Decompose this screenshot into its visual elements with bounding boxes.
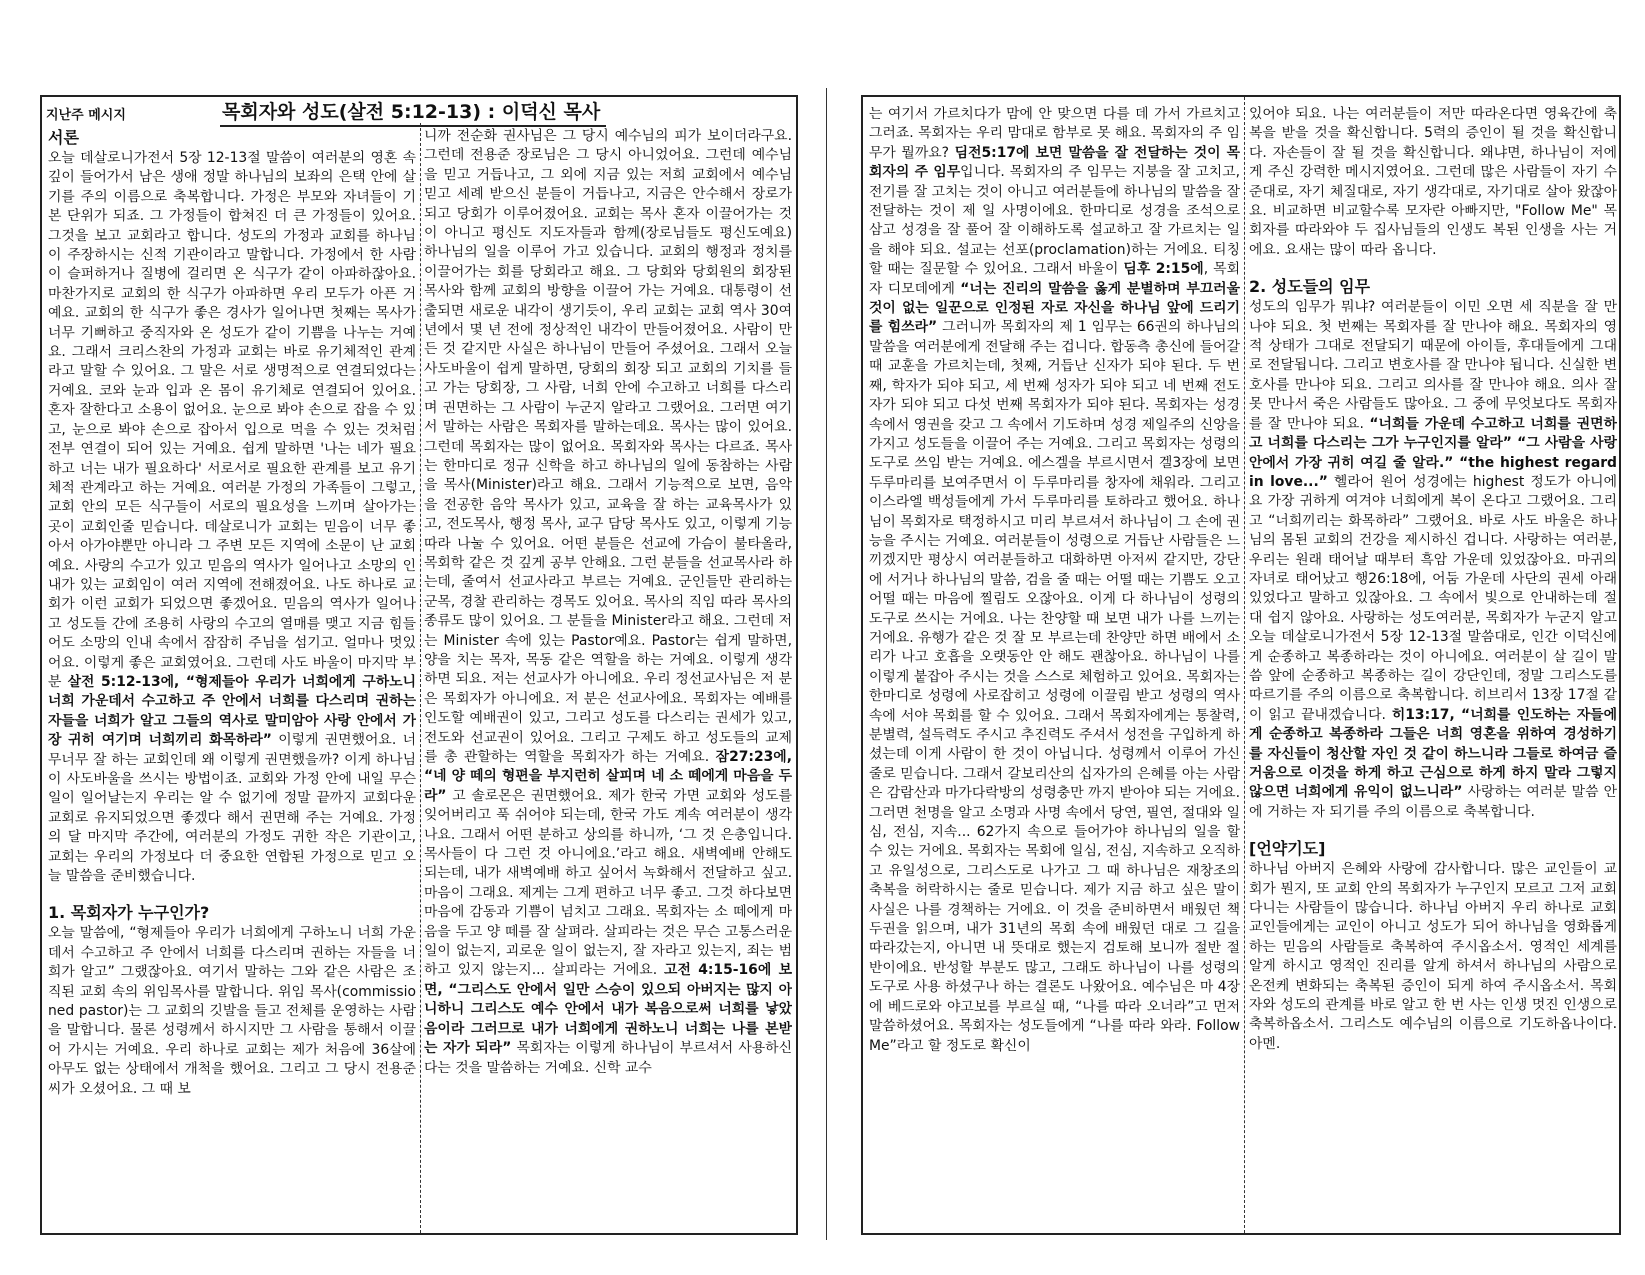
scripture-quote: 살전 5:12-13에, “형제들아 우리가 너희에게 구하노니 너희 가운데서 수고하고 주 안에서 너희를 다스리며 권하는 자들을 너희가 알고 그들의 역사로 말미암아 사랑 안에서 가장 귀히 여기며 너희끼리 화목하라” <box>48 673 416 749</box>
bulletin-page-left <box>40 95 798 1235</box>
section-1-paragraph: 오늘 말씀에, “형제들아 우리가 너희에게 구하노니 너희 가운데서 수고하고 주 안에서 너희를 다스리며 권하는 자들을 너희가 알고” 그랬잖아요. 여기서 말하는 그와 같은 사람은 조직된 교회 속의 위임목사를 말합니다. 위임 목사(commissioned pastor)는 그 교회의 깃발을 들고 전체를 운영하는 사람을 말합니다. 물론 성령께서 하시지만 그 사람을 통해서 이끌어 가시는 거예요. 우리 하나로 교회는 제가 처음에 36살에 아무도 없는 상태에서 개척을 했어요. 그리고 그 당시 전용준씨가 오셨어요. 그 때 보 <box>48 925 416 1097</box>
section-label: 지난주 메시지 <box>46 108 126 123</box>
page-header <box>42 97 796 127</box>
column-separator <box>420 123 421 1233</box>
scripture-quote: “너는 진리의 말씀을 옳게 분별하며 부끄러울 것이 없는 일꾼으로 인정된 자로 자신을 하나님 앞에 드리기를 힘쓰라” <box>869 280 1240 336</box>
section-2-paragraph: 성도의 임무가 뭐냐? 여러분들이 이민 오면 세 직분을 잘 만나야 되요. 첫 번째는 목회자를 잘 만나야 해요. 목회자의 영적 상태가 그대로 전달되기 때문에 아이들, 후대들에게 그대로 전달됩니다. 그리고 변호사를 잘 만나야 됩니다. 신실한 변호사를 만나야 되요. 그리고 의사를 잘 만나야 해요. 의사 잘 못 만나서 죽은 사람들도 많아요. 그 중에 무엇보다도 목회자를 잘 만나야 되요. “너희들 가운데 수고하고 너희를 권면하고 너희를 다스리는 그가 누구인지를 알라” “그 사람을 사랑 안에서 가장 귀히 여길 줄 알라.” “the highest regard in love...” 헬라어 원어 성경에는 highest 정도가 아니에요 가장 귀하게 여겨야 너희에게 복이 온다고 그랬어요. 그리고 “너희끼리는 화목하라” 그랬어요. 바로 사도 바울은 하나님의 몸된 교회의 건강을 제시하신 겁니다. 사랑하는 여러분, 우리는 원래 태어날 때부터 흑암 가운데 있었잖아요. 마귀의 자녀로 태어났고 행26:18에, 어둠 가운데 사단의 권세 아래 있었다고 말하고 있잖아요. 그 속에서 빛으로 안내하는데 절대 쉽지 않아요. 사랑하는 성도여러분, 목회자가 누군지 알고 오늘 데살로니가전서 5장 12-13절 말씀대로, 인간 이덕신에게 순종하고 복종하라는 것이 아니에요. 여러분이 살 길이 말씀 앞에 순종하고 복종하는 길이 강단인데, 정말 그리스도를 따르기를 주의 이름으로 축복합니다. 히브리서 13장 17절 같이 읽고 끝내겠습니다. 히13:17, “너희를 인도하는 자들에게 순종하고 복종하라 그들은 너희 영혼을 위하여 경성하기를 자신들이 청산할 자인 것 같이 하느니라 그들로 하여금 즐거움으로 이것을 하게 하고 근심으로 하게 하지 말라 그렇지 않으면 너희에게 유익이 없느니라” 사랑하는 여러분 말씀 안에 거하는 자 되기를 주의 이름으로 축복합니다. <box>1249 299 1617 820</box>
bulletin-page-right <box>861 95 1621 1235</box>
sermon-title: 목회자와 성도(살전 5:12-13) : 이덕신 목사 <box>220 97 606 127</box>
scripture-quote: 잠27:23에, “네 양 떼의 형편을 부지런히 살피며 네 소 떼에게 마음을 두라” <box>424 749 792 804</box>
prayer-heading: [언약기도] <box>1249 839 1326 859</box>
column-separator <box>1244 97 1245 1233</box>
scripture-quote: “너희들 가운데 수고하고 너희를 권면하고 너희를 다스리는 그가 누구인지를 알라” “그 사람을 사랑 안에서 가장 귀히 여길 줄 알라.” “the highest regard in love...” <box>1249 415 1617 490</box>
intro-paragraph: 오늘 데살로니가전서 5장 12-13절 말씀이 여러분의 영혼 속 깊이 들어가서 남은 생애 정말 하나님의 보좌의 은택 안에 살기를 주의 이름으로 축복합니다. 가정은 부모와 자녀들이 기본 단위가 되죠. 그 가정들이 합쳐진 더 큰 가정들이 있어요. 그것을 보고 교회라고 합니다. 성도의 가정과 교회를 하나님이 주장하시는 신적 기관이라고 말합니다. 가정에서 한 사람이 슬퍼하거나 질병에 걸리면 온 식구가 같이 아파하잖아요. 마찬가지로 교회의 한 식구가 아파하면 우리 모두가 아픈 거예요. 교회의 한 식구가 좋은 경사가 일어나면 첫째는 목사가 너무 기뻐하고 중직자와 온 성도가 같이 기쁨을 나누는 거예요. 그래서 크리스찬의 가정과 교회는 바로 유기체적인 관계라고 말할 수 있어요. 그 말은 서로 생명적으로 연결되었다는 거예요. 코와 눈과 입과 온 몸이 유기체로 연결되어 있어요. 혼자 잘한다고 소용이 없어요. 눈으로 봐야 손으로 잡을 수 있고, 눈으로 봐야 손으로 잡아서 입으로 먹을 수 있는 것처럼 전부 연결이 되어 있는 거예요. 쉽게 말하면 '나는 네가 필요하고 너는 내가 필요하다' 서로서로 필요한 관계를 보고 유기체적 관계라고 하는 거예요. 여러분 가정의 가족들이 그렇고, 교회 안의 모든 식구들이 서로의 필요성을 느끼며 살아가는 곳이 교회인줄 믿습니다. 데살로니가 교회는 믿음이 너무 좋아서 아가야뿐만 아니라 그 주변 모든 지역에 소문이 난 교회예요. 사랑의 수고가 있고 믿음의 역사가 일어나고 소망의 인내가 있는 교회임이 여러 지역에 전해졌어요. 나도 하나로 교회가 이런 교회가 되었으면 좋겠어요. 믿음의 역사가 일어나고 성도들 간에 조용히 사랑의 수고의 열매를 맺고 지금 힘들어도 소망의 인내 속에서 잠잠히 주님을 섬기고. 얼마나 멋있어요. 이렇게 좋은 교회였어요. 그런데 사도 바울이 마지막 부분 살전 5:12-13에, “형제들아 우리가 너희에게 구하노니 너희 가운데서 수고하고 주 안에서 너희를 다스리며 권하는 자들을 너희가 알고 그들의 역사로 말미암아 사랑 안에서 가장 귀히 여기며 너희끼리 화목하라” 이렇게 권면했어요. 너무너무 잘 하는 교회인데 왜 이렇게 권면했을까? 이게 하나님이 사도바울을 쓰시는 방법이죠. 교회와 가정 안에 내일 무슨 일이 일어날는지 우리는 알 수 없기에 정말 끝까지 교회다운 교회로 유지되었으면 좋겠다 해서 권면해 주는 거예요. 가정의 달 마지막 주간에, 여러분의 가정도 귀한 작은 기관이고, 교회는 우리의 가정보다 더 중요한 연합된 가정으로 믿고 오늘 말씀을 준비했습니다. <box>48 150 416 885</box>
page-divider <box>826 88 827 1240</box>
prayer-paragraph: 하나님 아버지 은혜와 사랑에 감사합니다. 많은 교인들이 교회가 뭔지, 또 교회 안의 목회자가 누구인지 모르고 그저 교회 다니는 사람들이 많습니다. 하나님 아버지 우리 하나로 교회 교인들에게는 교인이 아니고 성도가 되어 하나님을 영화롭게 하는 믿음의 사람들로 축복하여 주시옵소서. 영적인 세계를 알게 하시고 영적인 진리를 알게 하셔서 하나님의 사람으로 온전케 변화되는 축복된 증인이 되게 하여 주시옵소서. 목회자와 성도의 관계를 바로 알고 한 번 사는 인생 멋진 인생으로 축복하옵소서. 그리스도 예수님의 이름으로 기도하옵나이다. 아멘. <box>1249 861 1617 1052</box>
scripture-quote: 고전 4:15-16에 보면, “그리스도 안에서 일만 스승이 있으되 아버지는 많지 아니하니 그리스도 예수 안에서 내가 복음으로써 너희를 낳았음이라 그러므로 내가 너희에게 권하노니 너희는 나를 본받는 자가 되라” <box>424 962 792 1057</box>
right-column-2 <box>1249 105 1617 1229</box>
section-1-ending: 있어야 되요. 나는 여러분들이 저만 따라온다면 영육간에 축복을 받을 것을 확신합니다. 5력의 증인이 될 것을 확신합니다. 자손들이 잘 될 것을 확신합니다. 왜냐면, 하나님이 저에게 주신 강력한 메시지였어요. 그런데 많은 사람들이 자기 수준대로, 자기 체질대로, 자기 생각대로, 자기대로 살아 왔잖아요. 비교하면 비교할수록 모자란 아빠지만, "Follow Me" 목회자를 따라와야 두 집사님들의 인생도 복된 인생을 사는 거에요. 요새는 많이 따라 옵니다. <box>1249 106 1617 258</box>
section-1-heading: 1. 목회자가 누구인가? <box>48 903 210 923</box>
intro-heading: 서론 <box>48 128 79 147</box>
scripture-quote: 히13:17, “너희를 인도하는 자들에게 순종하고 복종하라 그들은 너희 영혼을 위하여 경성하기를 자신들이 청산할 자인 것 같이 하느니라 그들로 하여금 즐거움으로 이것을 하게 하고 근심으로 하게 하지 말라 그렇지 않으면 너희에게 유익이 없느니라” <box>1249 706 1617 801</box>
scripture-quote: 딤전5:17에 보면 말씀을 잘 전달하는 것이 목회자의 주 임무 <box>869 144 1240 181</box>
section-1-continued: 니까 전순화 권사님은 그 당시 예수님의 피가 보이더라구요. 그런데 전용준 장로님은 그 당시 아니었어요. 그런데 예수님을 믿고 거듭나고, 그 외에 지금 있는 저희 교회에서 예수님 믿고 세례 받으신 분들이 거듭나고, 지금은 안수해서 장로가 되고 당회가 이루어졌어요. 교회는 목사 혼자 이끌어가는 것이 아니고 평신도 지도자들과 함께(장로님들도 평신도예요) 하나님의 일을 이루어 가고 있습니다. 교회의 행정과 정치를 이끌어가는 회를 당회라고 해요. 그 당회와 당회원의 회장된 목사와 함께 교회의 방향을 이끌어 가는 거예요. 대통령이 선출되면 새로운 내각이 생기듯이, 우리 교회는 교회 역사 30여년에서 몇 년 전에 정상적인 내각이 만들어졌어요. 사람이 만든 것 같지만 사실은 하나님이 만들어 주셨어요. 그래서 오늘 사도바울이 쉽게 말하면, 당회의 회장 되고 교회의 기치를 들고 가는 당회장, 그 사람, 너희 안에 수고하고 너희를 다스리며 권면하는 그 사람이 누군지 알라고 그랬어요. 그러면 여기서 말하는 사람은 목회자를 말하는데요. 목사는 많이 있어요. 그런데 목회자는 많이 없어요. 목회자와 목사는 다르죠. 목사는 한마디로 정규 신학을 하고 하나님의 일에 동참하는 사람을 목사(Minister)라고 해요. 그래서 기능적으로 보면, 음악을 전공한 음악 목사가 있고, 교육을 잘 하는 교육목사가 있고, 전도목사, 행정 목사, 교구 담당 목사도 있고, 이렇게 기능 따라 나눌 수 있어요. 어떤 분들은 선교에 가슴이 불타올라, 목회학 같은 것 깊게 공부 안해요. 그런 분들을 선교목사라 하는데, 줄여서 선교사라고 부르는 거예요. 군인들만 관리하는 군목, 경찰 관리하는 경목도 있어요. 목사의 직임 따라 목사의 종류도 많이 있어요. 그 분들을 Minister라고 해요. 그런데 저는 Minister 속에 있는 Pastor예요. Pastor는 쉽게 말하면, 양을 치는 목자, 목동 같은 역할을 하는 거예요. 이렇게 생각하면 되요. 저는 선교사가 아니에요. 우리 정선교사님은 저 분은 목회자가 아니에요. 저 분은 선교사에요. 목회자는 예배를 인도할 예배권이 있고, 그리고 성도를 다스리는 권세가 있고, 전도와 선교권이 있어요. 그리고 구제도 하고 성도들의 교제를 총 관할하는 역할을 목회자가 하는 거예요. 잠27:23에, “네 양 떼의 형편을 부지런히 살피며 네 소 떼에게 마음을 두라” 고 솔로몬은 권면했어요. 제가 한국 가면 교회와 성도를 잊어버리고 푹 쉬어야 되는데, 한국 가도 계속 여러분이 생각나요. 그래서 어떤 분하고 상의를 하니까, ‘그 것 은총입니다. 목사들이 다 그런 것 아니에요.’라고 해요. 새벽예배 안해도 되는데, 내가 새벽예배 하고 싶어서 녹화해서 전달하고 싶고. 마음이 그래요. 제게는 그게 편하고 너무 좋고. 그것 하다보면 마음에 감동과 기쁨이 넘치고 그래요. 목회자는 소 떼에게 마음을 두고 양 떼를 잘 살펴라. 살피라는 것은 무슨 고통스러운 일이 없는지, 괴로운 일이 없는지, 잘 자라고 있는지, 죄는 범하고 있지 않는지... 살피라는 거에요. 고전 4:15-16에 보면, “그리스도 안에서 일만 스승이 있으되 아버지는 많지 아니하니 그리스도 예수 안에서 내가 복음으로써 너희를 낳았음이라 그러므로 내가 너희에게 권하노니 너희는 나를 본받는 자가 되라” 목회자는 이렇게 하나님이 부르셔서 사용하신다는 것을 말씀하는 거예요. 신학 교수 <box>424 128 792 1076</box>
section-2-heading: 2. 성도들의 임무 <box>1249 277 1371 297</box>
scripture-reference: 딤후 2:15에 <box>1123 261 1204 278</box>
left-column-1 <box>48 127 416 1229</box>
left-column-2 <box>424 127 792 1229</box>
right-column-1 <box>869 105 1240 1229</box>
section-1-continued: 는 여기서 가르치다가 맘에 안 맞으면 다를 데 가서 가르치고 그러죠. 목회자는 우리 맘대로 함부로 못 해요. 목회자의 주 임무가 뭘까요? 딤전5:17에 보면 말씀을 잘 전달하는 것이 목회자의 주 임무입니다. 목회자의 주 임무는 지붕을 잘 고치고, 전기를 잘 고치는 것이 아니고 여러분들에 하나님의 말씀을 잘 전달하는 것이 제 일 사명이에요. 한마디로 성경을 조석으로 삼고 성경을 잘 풀어 잘 이해하도록 설교하고 잘 가르치는 일을 해야 되요. 설교는 선포(proclamation)하는 거에요. 티칭할 때는 질문할 수 있어요. 그래서 바울이 딤후 2:15에, 목회자 디모데에게 “너는 진리의 말씀을 옳게 분별하며 부끄러울 것이 없는 일꾼으로 인정된 자로 자신을 하나님 앞에 드리기를 힘쓰라” 그러니까 목회자의 제 1 임무는 66권의 하나님의 말씀을 여러분에게 전달해 주는 겁니다. 합동측 총신에 들어갈 때 교훈을 가르치는데, 첫째, 거듭난 신자가 되야 된다. 두 번째, 학자가 되야 되고, 세 번째 성자가 되야 되고 네 번째 전도자가 되야 되고 다섯 번째 목회자가 되야 된다. 목회자는 성경 속에서 영권을 갖고 그 속에서 기도하며 성경 제일주의 신앙을 가지고 성도들을 이끌어 주는 거예요. 그리고 목회자는 성령의 도구로 쓰임 받는 거예요. 에스겔을 부르시면서 겔3장에 보면 두루마리를 보여주면서 이 두루마리를 창자에 채워라. 그리고 이스라엘 백성들에게 가서 두루마리를 토하라고 했어요. 하나님이 목회자로 택정하시고 미리 부르셔서 하나님이 그 손에 권능을 주시는 거예요. 여러분들이 성령으로 거듭난 사람들은 느끼겠지만 평상시 여러분들하고 대화하면 아저씨 같지만, 강단에 서거나 하나님의 말씀, 검을 줄 때는 어떨 때는 기쁨도 오고 어떨 때는 마음에 찔림도 오잖아요. 이게 다 하나님이 성령의 도구로 쓰시는 거에요. 나는 찬양할 때 보면 내가 나를 느끼는 거에요. 유행가 같은 것 잘 모 부르는데 찬양만 하면 배에서 소리가 나고 호흡을 오랫동안 안 해도 괜찮아요. 하나님이 나를 이렇게 붙잡아 주시는 것을 스스로 체험하고 있어요. 목회자는 한마디로 성령에 사로잡히고 성령에 이끌림 받고 성령의 역사 속에 서야 목회를 할 수 있어요. 그래서 목회자에게는 통찰력, 분별력, 설득력도 주시고 추진력도 주셔서 성전을 구입하게 하셨는데 이게 사람이 한 것이 아닙니다. 성령께서 이루어 가신 줄로 믿습니다. 그래서 갈보리산의 십자가의 은혜를 아는 사람은 감람산과 마가다락방의 성령충만 까지 받아야 되는 거에요. 그러면 천명을 알고 소명과 사명 속에서 당연, 필연, 절대와 일심, 전심, 지속... 62가지 속으로 들어가야 하나님의 일을 할 수 있는 거에요. 목회자는 목회에 일심, 전심, 지속하고 오직하고 유일성으로, 그리스도로 나가고 그 때 하나님은 재창조의 축복을 허락하시는 줄로 믿습니다. 제가 지금 하고 싶은 말이 사실은 나를 경책하는 거에요. 이 것을 준비하면서 배웠던 책 두권을 읽으며, 내가 31년의 목회 속에 배웠던 대로 그 길을 따라갔는지, 아니면 내 뜻대로 했는지 검토해 보니까 절반 절반이에요. 반성할 부분도 많고, 그래도 하나님이 나를 성령의 도구로 사용 하셨구나 하는 결론도 나왔어요. 예수님은 마 4장에 베드로와 야고보를 부르실 때, “나를 따라 오너라”고 먼저 말씀하셨어요. 목회자는 성도들에게 “나를 따라 와라. Follow Me”라고 할 정도로 확신이 <box>869 106 1240 1054</box>
